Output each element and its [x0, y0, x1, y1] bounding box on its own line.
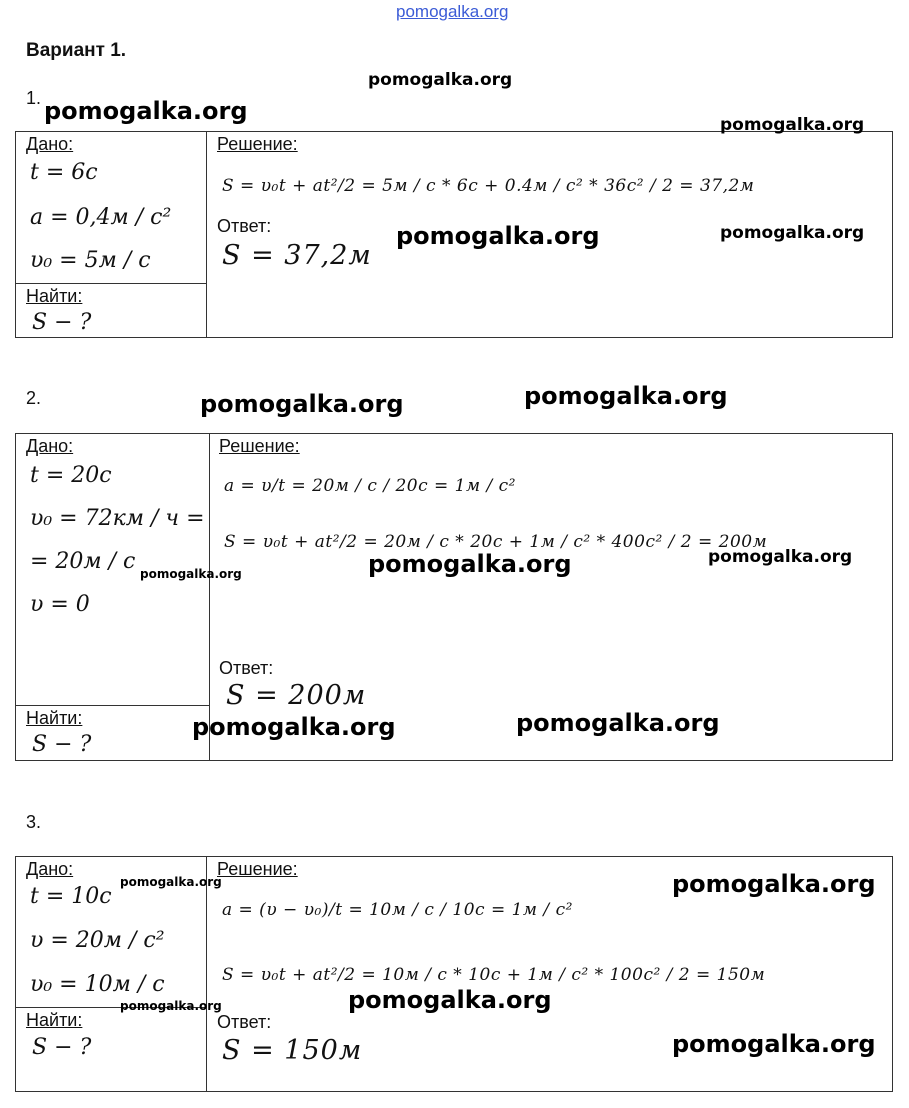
given-value: υ₀ = 10м / c: [30, 972, 165, 997]
site-link[interactable]: pomogalka.org: [396, 2, 509, 21]
column-divider: [206, 856, 207, 1092]
answer-label: Ответ:: [217, 216, 272, 236]
find-label: Найти:: [26, 286, 83, 306]
answer-value: S = 37,2м: [222, 240, 372, 271]
watermark: pomogalka.org: [348, 986, 552, 1014]
column-divider: [206, 131, 207, 338]
watermark: pomogalka.org: [516, 709, 720, 737]
answer-value: S = 200м: [226, 680, 367, 711]
answer-value: S = 150м: [222, 1035, 363, 1066]
row-divider: [15, 705, 210, 706]
watermark: pomogalka.org: [396, 222, 600, 250]
watermark: pomogalka.org: [524, 382, 728, 410]
watermark: pomogalka.org: [200, 390, 404, 418]
watermark: pomogalka.org: [720, 115, 865, 135]
answer-label: Ответ:: [219, 658, 274, 678]
column-divider: [209, 433, 210, 761]
watermark: pomogalka.org: [120, 875, 222, 889]
problem-number: 1.: [26, 88, 42, 108]
watermark: pomogalka.org: [672, 1030, 876, 1058]
formula: S = υ₀t + at²/2 = 5м / c * 6c + 0.4м / c² * 36c² / 2 = 37,2м: [222, 176, 755, 196]
given-value: t = 10c: [30, 884, 112, 909]
formula: S = υ₀t + at²/2 = 20м / c * 20c + 1м / c² * 400c² / 2 = 200м: [224, 532, 768, 552]
given-value: υ = 20м / c²: [30, 928, 165, 953]
given-value: t = 20c: [30, 463, 112, 488]
watermark: pomogalka.org: [672, 870, 876, 898]
formula: a = (υ − υ₀)/t = 10м / c / 10c = 1м / c²: [222, 900, 573, 920]
given-value: υ₀ = 5м / c: [30, 248, 151, 273]
watermark: pomogalka.org: [368, 550, 572, 578]
watermark: pomogalka.org: [368, 70, 513, 90]
watermark: pomogalka.org: [44, 97, 248, 125]
given-value: t = 6c: [30, 160, 98, 185]
given-label: Дано:: [26, 134, 74, 154]
given-value: a = 0,4м / c²: [30, 205, 172, 230]
find-label: Найти:: [26, 708, 83, 728]
given-value: υ = 0: [30, 592, 90, 617]
find-value: S − ?: [32, 1035, 92, 1060]
watermark: pomogalka.org: [720, 223, 865, 243]
find-label: Найти:: [26, 1010, 83, 1030]
formula: S = υ₀t + at²/2 = 10м / c * 10c + 1м / c² * 100c² / 2 = 150м: [222, 965, 766, 985]
given-label: Дано:: [26, 436, 74, 456]
variant-title: Вариант 1.: [26, 40, 127, 61]
find-value: S − ?: [32, 310, 92, 335]
watermark: pomogalka.org: [140, 567, 242, 581]
solution-label: Решение:: [219, 436, 300, 456]
solution-label: Решение:: [217, 859, 298, 879]
formula: a = υ/t = 20м / c / 20c = 1м / c²: [224, 476, 516, 496]
watermark: pomogalka.org: [120, 999, 222, 1013]
given-label: Дано:: [26, 859, 74, 879]
problem-number: 3.: [26, 812, 42, 832]
watermark: pomogalka.org: [192, 713, 396, 741]
answer-label: Ответ:: [217, 1012, 272, 1032]
problem-number: 2.: [26, 388, 42, 408]
find-value: S − ?: [32, 732, 92, 757]
watermark: pomogalka.org: [708, 547, 853, 567]
row-divider: [15, 283, 207, 284]
given-value: υ₀ = 72км / ч =: [30, 506, 205, 531]
solution-label: Решение:: [217, 134, 298, 154]
given-value: = 20м / c: [30, 549, 136, 574]
